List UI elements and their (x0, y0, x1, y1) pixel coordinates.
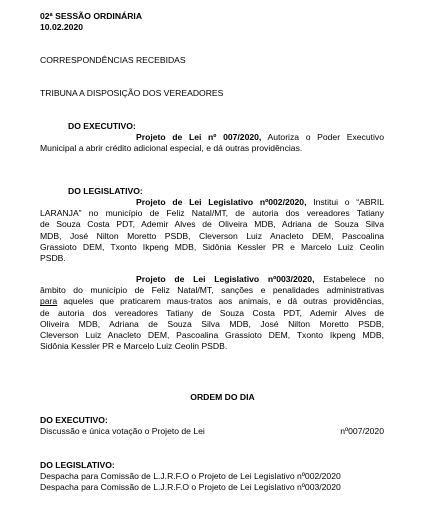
legislativo-p1-line: de Souza Costa PDT, Ademir Alves de Oliveira MDB, Adriana de Souza Silva (40, 219, 384, 230)
executivo-paragraph (40, 132, 384, 154)
legislativo-p1-project-title: Projeto de Lei Legislativo nº002/2020, (136, 197, 307, 207)
legislativo-p2-project-title: Projeto de Lei Legislativo nº003/2020, (136, 274, 315, 284)
legislativo-p1-line: LARANJA” no município de Feliz Natal/MT, de autoria dos vereadores Tatiany (40, 208, 384, 219)
underlined-word: para (40, 296, 58, 307)
ordem-legislativo-item: Despacha para Comissão de L.J.R.F.O o Projeto de Lei Legislativo nº003/2020 (40, 482, 341, 492)
legislativo-paragraph-1 (40, 197, 384, 264)
legislativo-p2-line-3: para aqueles que praticarem maus-tratos aos animais, e dá outras providências, (40, 296, 384, 307)
ordem-executivo-item-number: nº007/2020 (340, 426, 384, 436)
ordem-executivo-heading: DO EXECUTIVO: (40, 415, 108, 425)
legislativo-p1-line-1: Projeto de Lei Legislativo nº002/2020, Institui o “ABRIL (136, 197, 384, 207)
tribuna-heading: TRIBUNA A DISPOSIÇÃO DOS VEREADORES (40, 88, 224, 98)
ordem-executivo-item: Discussão e única votação o Projeto de Lei (40, 426, 205, 436)
legislativo-paragraph-2 (40, 274, 384, 352)
legislativo-p1-line: MDB, José Nilton Moretto PSDB, Cleverson Luiz Anacleto DEM, Pascoalina (40, 230, 384, 241)
ordem-do-dia-title: ORDEM DO DIA (190, 392, 255, 402)
legislativo-p1-last-line: PSDB. (40, 253, 66, 264)
executivo-line-1: Projeto de Lei nº 007/2020, Autoriza o Poder Executivo (136, 132, 384, 142)
ordem-legislativo-item: Despacha para Comissão de L.J.R.F.O o Projeto de Lei Legislativo nº002/2020 (40, 471, 341, 481)
executivo-heading: DO EXECUTIVO: (68, 121, 136, 131)
legislativo-p2-line-1: Projeto de Lei Legislativo nº003/2020, Estabelece no (136, 274, 384, 284)
legislativo-p1-line: Grassioto DEM, Txonto Ikpeng MDB, Sidônia Kessler PR e Marcelo Luiz Ceolin (40, 241, 384, 252)
legislativo-p2-line: Oliveira MDB, Adriana de Souza Silva MDB, José Nilton Moretto PSDB, (40, 318, 384, 329)
legislativo-heading: DO LEGISLATIVO: (68, 186, 143, 196)
legislativo-p2-line-2: âmbito do município de Feliz Natal/MT, sanções e penalidades administrativas (40, 285, 384, 296)
legislativo-p2-line: Cleverson Luiz Anacleto DEM, Pascoalina Grassioto DEM, Txonto Ikpeng MDB, (40, 330, 384, 341)
executivo-line-2: Municipal a abrir crédito adicional especial, e dá outras providências. (40, 143, 303, 154)
session-date: 10.02.2020 (40, 22, 84, 32)
legislativo-p2-last-line: Sidônia Kessler PR e Marcelo Luiz Ceolin PSDB. (40, 341, 228, 352)
legislativo-p2-line: de autoria dos vereadores Tatiany de Souza Costa PDT, Ademir Alves de (40, 307, 384, 318)
session-title: 02ª SESSÃO ORDINÁRIA (40, 11, 143, 21)
ordem-legislativo-heading: DO LEGISLATIVO: (40, 460, 115, 470)
executivo-project-title: Projeto de Lei nº 007/2020, (136, 132, 262, 142)
correspondencias-heading: CORRESPONDÊNCIAS RECEBIDAS (40, 55, 186, 65)
